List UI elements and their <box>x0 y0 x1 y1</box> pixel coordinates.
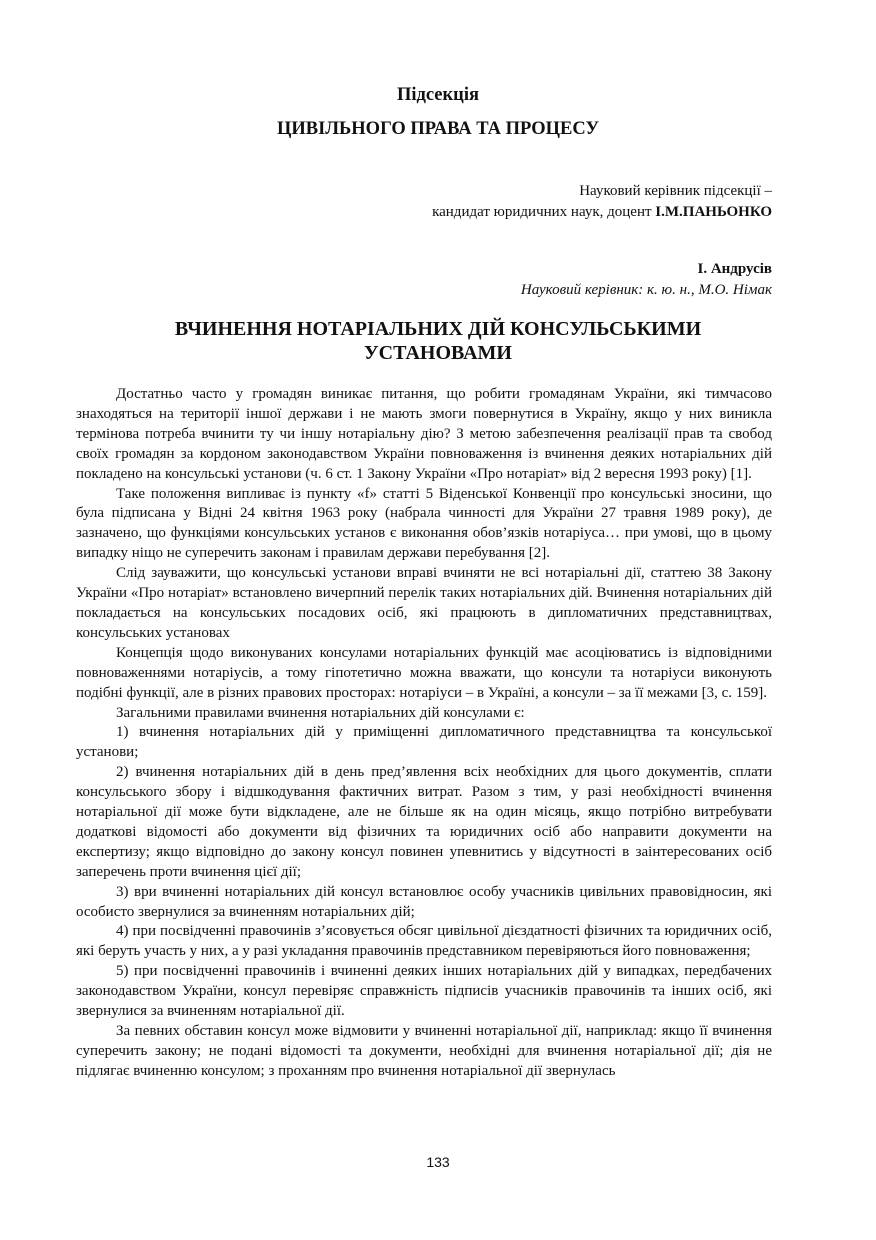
article-title-line1: ВЧИНЕННЯ НОТАРІАЛЬНИХ ДІЙ КОНСУЛЬСЬКИМИ <box>174 318 702 340</box>
supervisor-block <box>432 181 772 223</box>
list-item: 3) ври вчиненні нотаріальних дій консул встановлює особу учасників цивільних правовідносин, які особисто звернулися за вчиненням нотаріальних дій; <box>76 883 772 920</box>
article-title-line2: УСТАНОВАМИ <box>364 342 512 364</box>
list-item: 1) вчинення нотаріальних дій у приміщенні дипломатичного представництва та консульської установи; <box>76 724 772 761</box>
paragraph: Загальними правилами вчинення нотаріальних дій консулами є: <box>116 704 525 721</box>
paragraph: Слід зауважити, що консульські установи вправі вчиняти не всі нотаріальні дії, статтею 38 Закону України «Про нотаріат» встановлено вичерпний перелік таких нотаріальних дій. Вчинення нотаріальних дій покладається на консульських посадових осіб, які працюють в дипломатичних представництвах, консульських установах <box>76 565 772 641</box>
author-name: І. Андрусів <box>697 261 772 277</box>
author-advisor: Науковий керівник: к. ю. н., М.О. Німак <box>520 282 772 298</box>
supervisor-name: І.М.ПАНЬОНКО <box>655 204 772 220</box>
supervisor-title: кандидат юридичних наук, доцент <box>432 204 656 220</box>
paragraph: Таке положення випливає із пункту «f» статті 5 Віденської Конвенції про консульські зносини, що була підписана у Відні 24 квітня 1963 року (набрала чинності для України 27 травня 1989 року), де зазначено, що функціями консульських установ є виконання обов’язків нотаріуса… при умові, що в цьому випадку ніщо не суперечить законам і правилам держави перебування [2]. <box>76 485 772 562</box>
supervisor-line2 <box>432 202 772 223</box>
article-body <box>76 385 772 1082</box>
supervisor-line1: Науковий керівник підсекції – <box>579 183 772 199</box>
list-item: 2) вчинення нотаріальних дій в день пред’явлення всіх необхідних для цього документів, сплати консульського збору і відшкодування фактичних витрат. Разом з тим, у разі необхідності вчинення нотаріальної дії може бути відкладене, але не більше як на один місяць, якщо потрібно витребувати додаткові відомості або документи від фізичних та юридичних осіб або направити документи на експертизу; якщо відповідно до закону консул повинен упевнитись у відсутності в заінтересованих осіб заперечень проти вчинення цієї дії; <box>76 764 772 880</box>
page-number: 133 <box>426 1154 450 1170</box>
paragraph: За певних обставин консул може відмовити у вчиненні нотаріальної дії, наприклад: якщо її вчинення суперечить закону; не подані відомості та документи, необхідні для вчинення нотаріальної дії; дія не підлягає вчиненню консулом; з проханням про вчинення нотаріальної дії звернулась <box>76 1023 772 1079</box>
paragraph: Концепція щодо виконуваних консулами нотаріальних функцій має асоціюватись із відповідними повноваженнями нотаріусів, а тому гіпотетично можна вважати, що консули та нотаріуси виконують подібні функції, але в різних правових просторах: нотаріуси – в Україні, а консули – за її межами [3, с. 159]. <box>76 644 772 701</box>
list-item: 5) при посвідченні правочинів і вчиненні деяких інших нотаріальних дій у випадках, передбачених законодавством України, консул перевіряє справжність підписів учасників правочинів та інших осіб, які звернулися за вчиненням нотаріальної дії. <box>76 963 772 1020</box>
paragraph: Достатньо часто у громадян виникає питання, що робити громадянам України, які тимчасово знаходяться на території іншої держави і не мають змоги повернутися в Україну, якщо у них виникла термінова потреба вчинити ту чи іншу нотаріальну дію? З метою забезпечення реалізації прав та свобод своїх громадян за кордоном законодавством України повноваження із вчинення деяких нотаріальних дій покладено на консульські установи (ч. 6 ст. 1 Закону України «Про нотаріат» від 2 вересня 1993 року) [1]. <box>76 386 772 482</box>
list-item: 4) при посвідченні правочинів з’ясовується обсяг цивільної дієздатності фізичних та юридичних осіб, які беруть участь у них, а у разі укладання правочинів представником перевіряються його повноваження; <box>76 923 772 960</box>
article-title <box>100 317 776 365</box>
section-title: ЦИВІЛЬНОГО ПРАВА ТА ПРОЦЕСУ <box>276 119 600 139</box>
subsection-label: Підсекція <box>396 85 479 105</box>
author-block <box>521 259 772 301</box>
